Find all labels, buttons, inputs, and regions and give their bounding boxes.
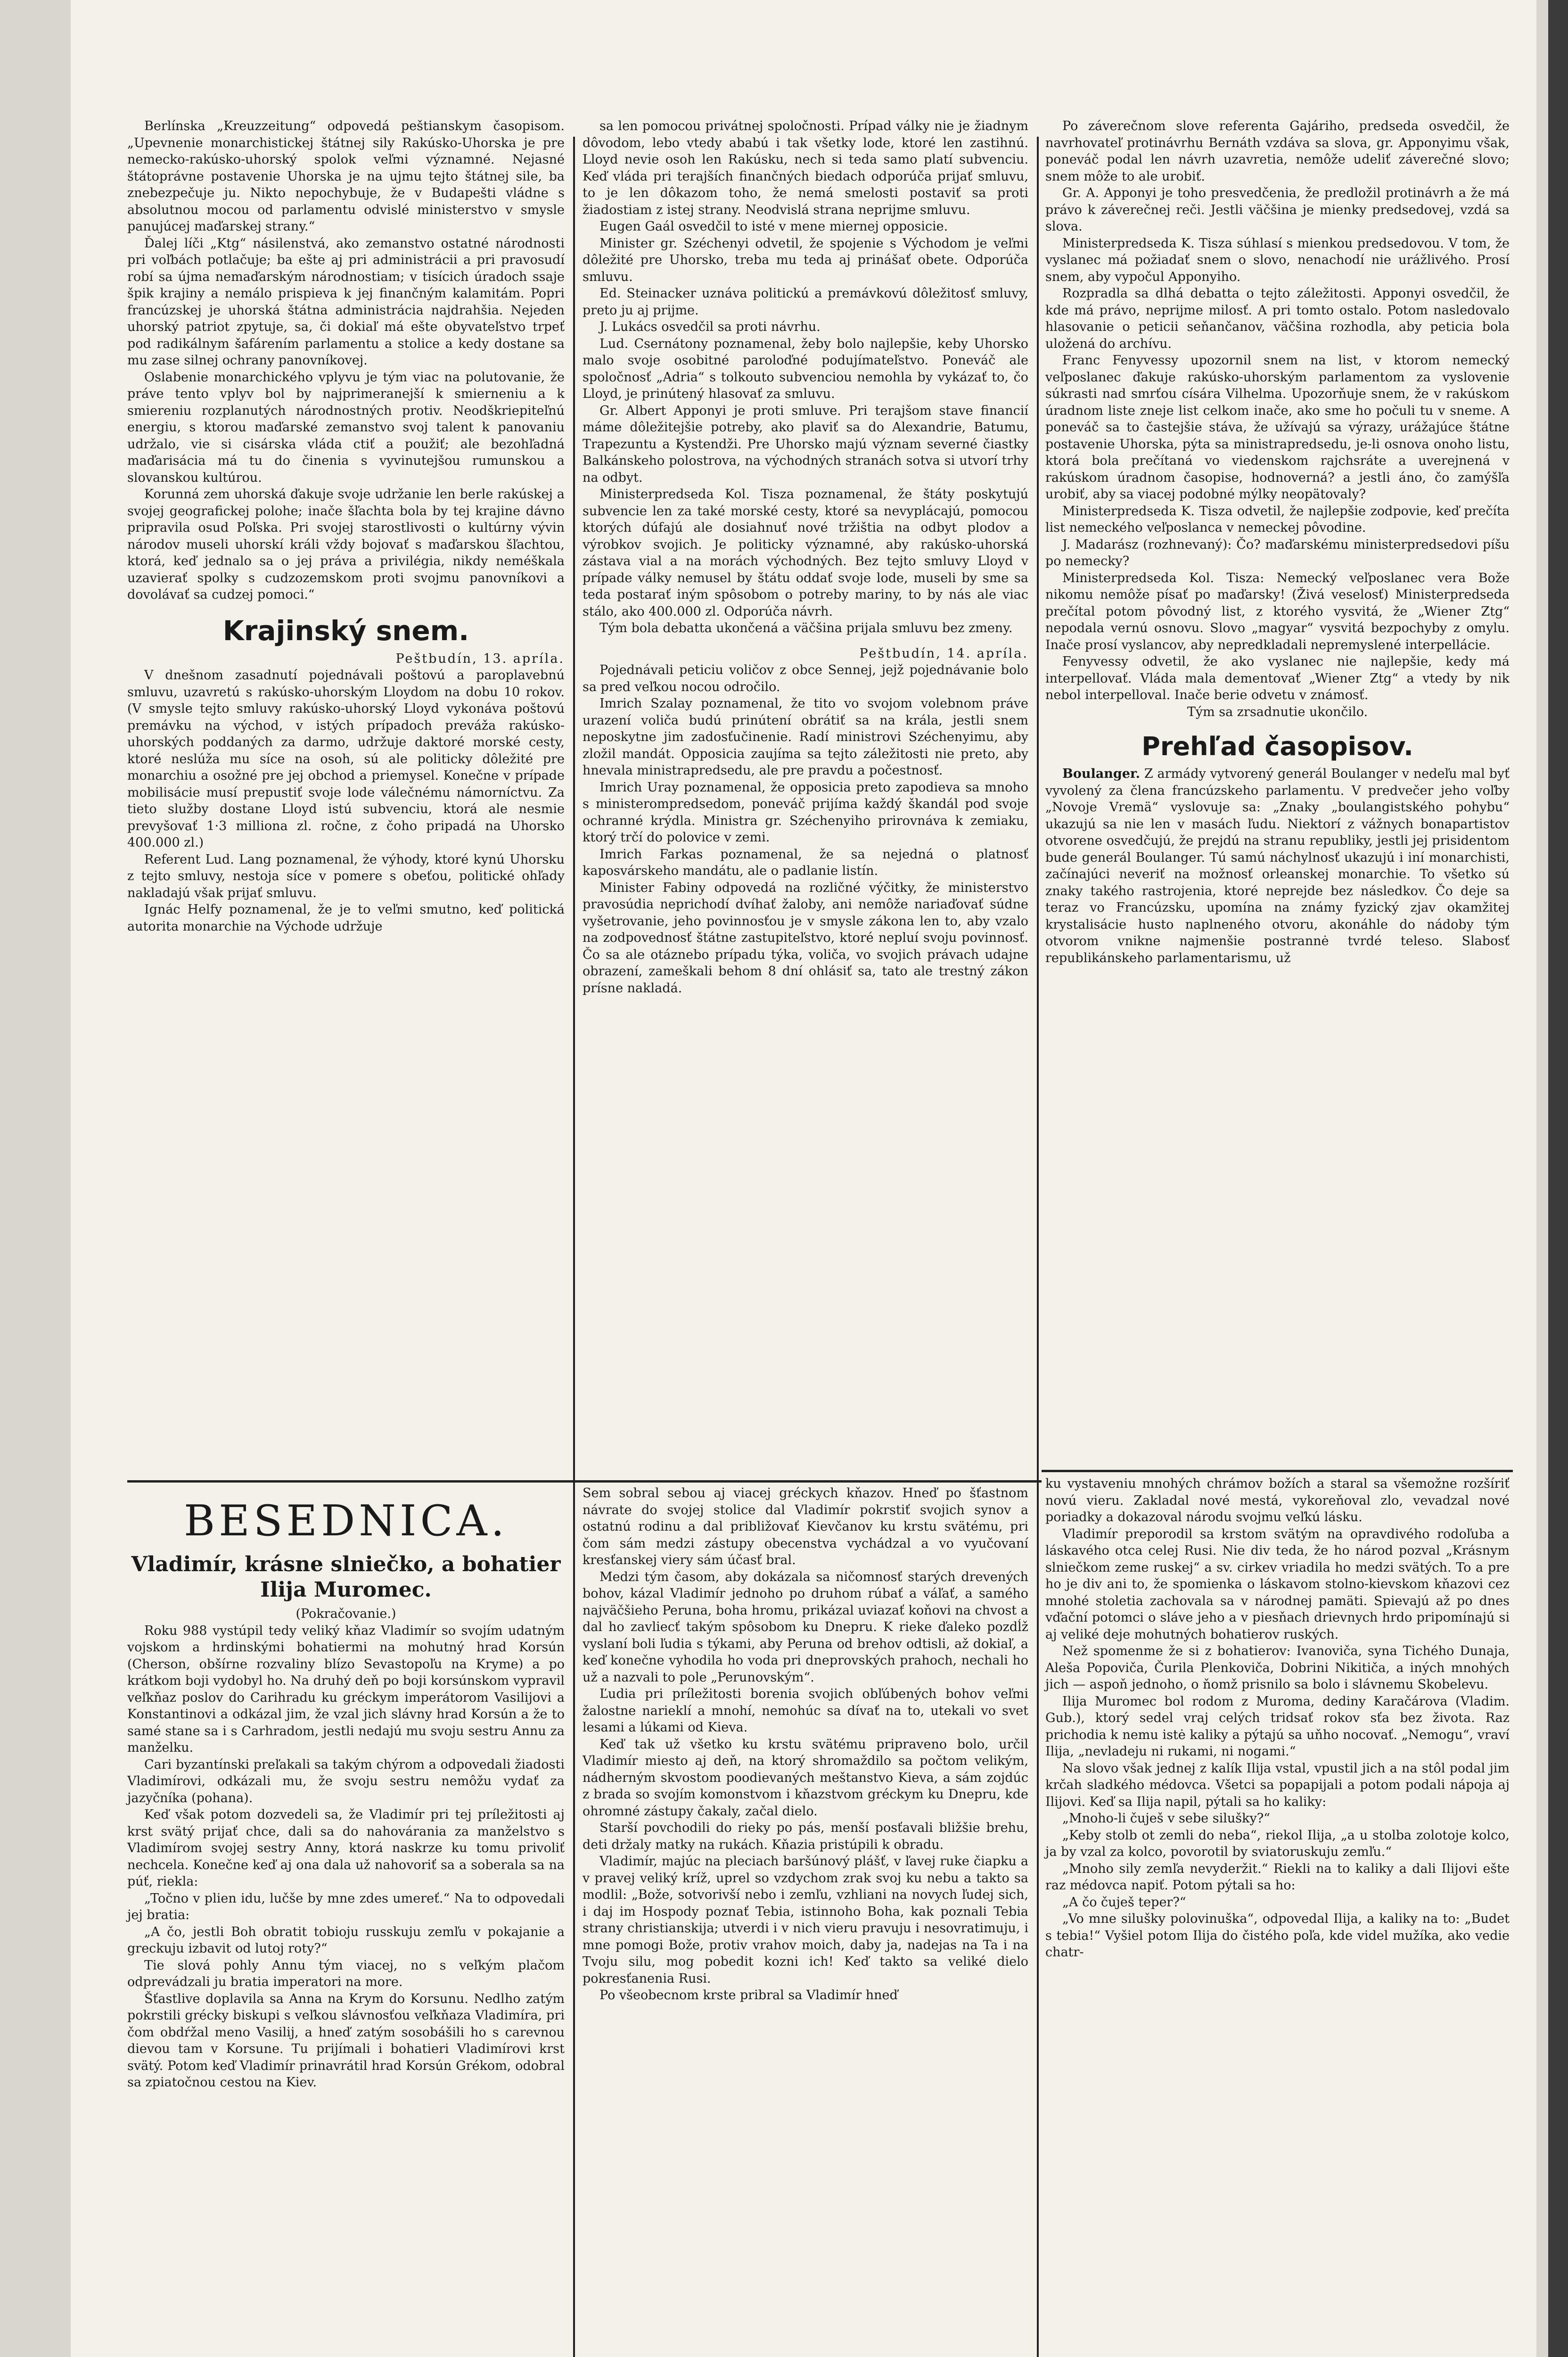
article-paragraph: Tým bola debatta ukončená a väčšina prijala smluvu bez zmeny.	[599, 621, 1013, 635]
column-3-top	[1045, 118, 1510, 966]
besednica-column-1	[127, 1485, 565, 2091]
article-paragraph: Imrich Uray poznamenal, že opposicia preto zapodieva sa mnoho s ministerompredsedom, poneváč prijíma každý škandál pod svoje ochranné krýdla. Ministra gr. Széchenyiho prirovnáva k zemiaku, ktorý trčí do polovice v zemi.	[583, 780, 1028, 845]
column-2-top	[583, 118, 1028, 997]
story-paragraph: Cari byzantínski preľakali sa takým chýrom a odpovedali žiadosti Vladimírovi, odkázali mu, že svoju sestru nemôžu vydať za jazyčníka (pohana).	[127, 1757, 565, 1805]
story-paragraph: Starší povchodili do rieky po pás, menší posťavali bližšie brehu, deti držaly matky na rukách. Kňazia pristúpili k obradu.	[583, 1821, 1028, 1852]
story-paragraph: Vladimír preporodil sa krstom svätým na opravdivého rodoľuba a láskavého otca celej Rusi. Nie div teda, že ho národ pozval „Krásnym slniečkom zeme ruskej“ a sv. cirkev vriadila ho medzi svätých. To a pre ho je div ani to, že spomienka o láskavom stolno-kievskom kňazovi cez mnohé stoletia zachovala sa v národnej pamäti. Spievajú až po dnes vďační potomci o sláve jeho a v piesňach drievnych hrdo pripomínajú si aj veliké deje mohutných bohatierov ruských.	[1045, 1526, 1510, 1642]
story-paragraph: „Keby stolb ot zemli do neba“, riekol Ilija, „a u stolba zolotoje kolco, ja by vzal za kolco, povorotil by sviatoruskuju zemľu.“	[1045, 1828, 1510, 1859]
story-paragraph: Po všeobecnom krste pribral sa Vladimír hneď	[599, 1988, 898, 2003]
feuilleton-subtitle: (Pokračovanie.)	[296, 1607, 396, 1621]
column3-separator-rule	[1042, 1470, 1513, 1472]
article-paragraph: Korunná zem uhorská ďakuje svoje udržanie len berle rakúskej a svojej geografickej polohe; inače šľachta bola by tej krajine dávno pripravila osud Poľska. Pri svojej starostlivosti o kultúrny vývin národov museli uhorskí králi vždy bojovať s maďarskou šľachtou, ktorá, keď jednalo sa o jej práva a privilégia, nikdy neméškala uzavierať spolky s cudzozemskom proti svojmu panovníkovi a dovolávať sa cudzej pomoci.“	[127, 487, 565, 602]
story-paragraph: Na slovo však jednej z kalík Ilija vstal, vpustil jich a na stôl podal jim krčah sladkého médovca. Všetci sa popapijali a potom podali nápoja aj Ilijovi. Keď sa Ilija napil, pýtali sa ho kaliky:	[1045, 1761, 1510, 1809]
column-rule-1	[573, 137, 575, 2357]
dateline: Peštbudín, 13. apríla.	[395, 651, 565, 666]
besednica-separator-rule	[127, 1480, 1042, 1483]
story-paragraph: Medzi tým časom, aby dokázala sa ničomnosť starých drevených bohov, kázal Vladimír jednoho po druhom rúbať a váľať, a samého najväčšieho Peruna, boha hromu, prikázal uviazať koňovi na chvost a dal ho zavliecť takým spôsobom ku Dnepru. K rieke ďaleko pozdĺž vyslaní boli ľudia s týkami, aby Peruna od brehov odtisli, až dokiaľ, a keď konečne vyhodila ho voda pri dneprovských prahoch, nechali ho už a nazvali to pole „Perunovským“.	[583, 1569, 1028, 1685]
lead-word: Boulanger.	[1062, 766, 1141, 781]
article-paragraph: V dnešnom zasadnutí pojednávali poštovú a paroplavebnú smluvu, uzavretú s rakúsko-uhorským Lloydom na dobu 10 rokov. (V smysle tejto smluvy rakúsko-uhorský Lloyd vykonáva poštovú premávku na východ, v istých prípadoch preváža rakúsko-uhorských poddaných za darmo, udržuje daktoré morské cesty, ktoré neslúža mu síce na osoh, sú ale politicky dôležité pre monarchiu a osožné pre jej obchod a priemysel. Konečne v prípade mobilisácie musí prepustiť svoje lode válečnému námorníctvu. Za tieto služby dostane Lloyd istú subvenciu, ktorá ale nesmie prevyšovať 1·3 milliona zl. ročne, z čoho pripadá na Uhorsko 400.000 zl.)	[127, 668, 565, 850]
story-paragraph: „Mnoho sily zemľa nevyderžit.“ Riekli na to kaliky a dali Ilijovi ešte raz médovca napiť. Potom pýtali sa ho:	[1045, 1861, 1510, 1893]
story-paragraph: Sem sobral sebou aj viacej gréckych kňazov. Hneď po šťastnom návrate do svojej stolice dal Vladimír pokrstiť svojich synov a ostatnú rodinu a dal približovať Kievčanov ku krstu svätému, pri čom sám medzi zástupy obecenstva vychádzal a vo vyučovaní kresťanskej viery sám účasť bral.	[583, 1486, 1028, 1567]
article-paragraph: Ministerpredseda Kol. Tisza poznamenal, že štáty poskytujú subvencie len za také morské cesty, ktoré sa nevyplácajú, pomocou ktorých dúfajú ale dosiahnuť nové tržištia na odbyt plodov a výrobkov svojich. Je politicky významné, aby rakúsko-uhorská zástava vial a na morách východných. Bez tejto smluvy Lloyd v prípade války nemusel by štátu oddať svoje lode, museli by sme sa teda postarať iným spôsobom o potreby mariny, to by nás ale viac stálo, ako 400.000 zl. Odporúča návrh.	[583, 487, 1028, 619]
story-paragraph: ku vystaveniu mnohých chrámov božích a staral sa všemožne rozšíriť novú vieru. Zakladal nové mestá, vykoreňoval zlo, vevadzal nové poriadky a dokazoval národu svojmu veľkú lásku.	[1045, 1476, 1510, 1525]
article-paragraph: Minister gr. Széchenyi odvetil, že spojenie s Východom je veľmi dôležité pre Uhorsko, treba mu teda aj prinášať obete. Odporúča smluvu.	[583, 236, 1028, 284]
article-paragraph: Lud. Csernátony poznamenal, žeby bolo najlepšie, keby Uhorsko malo svoje osobitné paroloďné podujímateľstvo. Poneváč ale spoločnosť „Adria“ s tolkouto subvenciou nemohla by vykázať to, čo Lloyd, je prinútený hlasovať za smluvu.	[583, 336, 1028, 401]
story-paragraph: Keď tak už všetko ku krstu svätému pripraveno bolo, určil Vladimír miesto aj deň, na ktorý shromaždilo sa počtom velikým, nádherným skvostom poodievaných meštanstvo Kieva, a sám zojdúc z brada so svojím komonstvom i kňazstvom gréckym ku Dnepru, kde ohromné zástupy čakaly, začal dielo.	[583, 1737, 1028, 1819]
story-paragraph: Keď však potom dozvedeli sa, že Vladimír pri tej príležitosti aj krst svätý prijať chce, dali sa do nahovárania za manželstvo s Vladimírom svojej sestry Anny, ktorá naskrze ku tomu privoliť nechcela. Konečne keď aj ona dala už nahovoriť sa a soberala sa na púť, riekla:	[127, 1807, 565, 1889]
article-paragraph: Ministerpredseda K. Tisza odvetil, že najlepšie zodpovie, keď prečíta list nemeckého veľposlanca v nemeckej pôvodine.	[1045, 503, 1510, 535]
article-paragraph: Gr. A. Apponyi je toho presvedčenia, že predložil protinávrh a že má právo k záverečnej reči. Jestli väčšina je mienky predsedovej, vzdá sa slova.	[1045, 186, 1510, 234]
article-paragraph: Imrich Farkas poznamenal, že sa nejedná o platnosť kaposvárskeho mandátu, ale o padlanie listín.	[583, 847, 1028, 878]
article-paragraph: Ministerpredseda Kol. Tisza: Nemecký veľposlanec vera Bože nikomu nemôže písať po maďarsky! (Živá veselosť) Ministerpredseda prečítal potom pôvodný list, z ktorého vysvitá, že „Wiener Ztg“ nepodala vernú osnovu. Slovo „magyar“ vysvitá bezpochyby z omylu. Inače prosí vyslancov, aby nepredkladali nepremyslené interpellácie.	[1045, 570, 1510, 652]
article-paragraph: Eugen Gaál osvedčil to isté v mene miernej opposicie.	[599, 219, 948, 234]
story-paragraph: Šťastlive doplavila sa Anna na Krym do Korsunu. Nedlho zatým pokrstili grécky biskupi s veľkou slávnosťou veľkňaza Vladimíra, pri čom obdŕžal meno Vasilij, a hneď zatým sosobášili ho s carevnou dievou tam v Korsune. Tu prijímali i bohatieri Vladimírovi krst svätý. Potom keď Vladimír prinavrátil hrad Korsún Grékom, odobral sa zpiatočnou cestou na Kiev.	[127, 1991, 565, 2090]
story-paragraph: Ilija Muromec bol rodom z Muroma, dediny Karačárova (Vladim. Gub.), ktorý sedel vraj celých tridsať rokov sťa bez života. Raz prichodia k nemu istė kaliky a pýtajú sa uňho nocovať. „Nemogu“, vraví Ilija, „nevladeju ni rukami, ni nogami.“	[1045, 1694, 1510, 1759]
section-heading-krajinsky-snem: Krajinský snem.	[222, 614, 469, 647]
article-paragraph: Fenyvessy odvetil, že ako vyslanec nie najlepšie, kedy má interpellovať. Vláda mala dementovať „Wiener Ztg“ a vtedy by nik nebol interpelloval. Inače berie odvetu v známosť.	[1045, 654, 1510, 702]
article-paragraph: Po záverečnom slove referenta Gajáriho, predseda osvedčil, že navrhovateľ protinávrhu Bernáth vzdáva sa slova, gr. Apponyimu však, poneváč podal len návrh uzavretia, nemôže udeliť záverečné slovo; snem môže to ale urobiť.	[1045, 119, 1510, 184]
feuilleton-title: Vladimír, krásne slniečko, a bohatier Ilija Muromec.	[131, 1552, 561, 1602]
section-heading-besednica: BESEDNICA.	[183, 1496, 509, 1546]
story-paragraph: „Točno v plien idu, lučše by mne zdes umereť.“ Na to odpovedali jej bratia:	[127, 1891, 565, 1922]
article-paragraph: Franc Fenyvessy upozornil snem na list, v ktorom nemecký veľposlanec ďakuje rakúsko-uhorským parlamentom za vyslovenie súkrasti nad smrťou císára Vilhelma. Upozorňuje snem, že v rakúskom úradnom liste zneje list celkom inače, ako sme ho počuli tu v sneme. A poneváč sa to častejšie stáva, že užívajú sa výrazy, urážajúce štátne postavenie Uhorska, pýta sa ministrapredsedu, je-li osnova onoho listu, ktorá bola prečítaná vo viedenskom rajchsráte a uverejnená v rakúskom úradnom časopise, hodnoverná? a jestli áno, čo zamýšľa urobiť, aby sa viacej podobné mýlky neopätovaly?	[1045, 353, 1510, 502]
article-paragraph: Ed. Steinacker uznáva politickú a premávkovú dôležitosť smluvy, preto ju aj prijme.	[583, 286, 1028, 318]
article-paragraph: Ministerpredseda K. Tisza súhlasí s mienkou predsedovou. V tom, že vyslanec má požiadať snem o slovo, nenachodí nie urážlivého. Prosí snem, aby vypočul Apponyiho.	[1045, 236, 1510, 284]
article-paragraph: Pojednávali peticiu voličov z obce Sennej, jejž pojednávanie bolo sa pred veľkou nocou odročilo.	[583, 663, 1028, 694]
article-paragraph: J. Madarász (rozhnevaný): Čo? maďarskému ministerpredsedovi píšu po nemecky?	[1045, 537, 1510, 569]
article-paragraph	[1045, 766, 1510, 966]
article-paragraph: Ignác Helfy poznamenal, že je to veľmi smutno, keď politická autorita monarchie na Východe udržuje	[127, 902, 565, 934]
article-paragraph: Berlínska „Kreuzzeitung“ odpovedá peštianskym časopisom. „Upevnenie monarchistickej štátnej sily Rakúsko-Uhorska je pre nemecko-rakúsko-uhorský spolok veľmi významné. Nejasné štátoprávne postavenie Uhorska je na ujmu tejto štátnej sile, ba znebezpečuje ju. Nikto nepochybuje, že v Budapešti vládne s absolutnou mocou od parlamentu odvislé ministerstvo v smysle panujúcej maďarskej strany.“	[127, 119, 565, 234]
besednica-column-3	[1045, 1475, 1510, 1961]
column-1-top	[127, 118, 565, 935]
column-rule-2	[1037, 137, 1039, 2357]
article-paragraph-text: Z armády vytvorený generál Boulanger v nedeľu mal byť vyvolený za člena francúzskeho parlamentu. V predvečer jeho voľby „Novoje Vremä“ vyslovuje sa: „Znaky „boulangistského pohybu“ ukazujú sa nie len v masách ľudu. Niektorí z vážnych bonapartistov otvorene osvedčujú, že prejdú na stranu republiky, jestli jej prisidentom bude generál Boulanger. Tú samú náchylnosť ukazujú i iní monarchisti, začínajúci neveriť na možnosť orleanskej monarchie. To všetko sú znaky takého rastrojenia, ktoré neprejde bez následkov. Čo deje sa teraz vo Francúzsku, upomína na známy fyzický zjav okamžitej krystalisácie husto naplneného otvoru, akonáhle do nádoby tým otvorom vnikne najmenšie postrannė tvrdé teleso. Slabosť republikánskeho parlamentarismu, už	[1045, 766, 1510, 965]
article-paragraph: Gr. Albert Apponyi je proti smluve. Pri terajšom stave financií máme dôležitejšie potreby, ako plaviť sa do Alexandrie, Batumu, Trapezuntu a Kystendži. Pre Uhorsko majú význam severné čiastky Balkánskeho polostrova, na východných stranách sotva si utvorí trhy na odbyt.	[583, 403, 1028, 485]
besednica-column-2	[583, 1485, 1028, 2004]
article-paragraph: Imrich Szalay poznamenal, že tito vo svojom volebnom práve urazení voliča budú prinútení obrátiť sa na krála, jestli snem neposkytne jim zadosťučinenie. Radí ministrovi Széchenyimu, aby zložil mandát. Opposicia zaujíma sa tejto záležitosti nie preto, aby hnevala ministrapredsedu, ale pre pravdu a počestnosť.	[583, 696, 1028, 778]
section-heading-prehlad-casopisov: Prehľad časopisov.	[1141, 732, 1413, 761]
story-paragraph: Roku 988 vystúpil tedy veliký kňaz Vladimír so svojím udatným vojskom a hrdinskými bohatiermi na mohutný hrad Korsún (Cherson, obšírne rozvaliny blízo Sevastopoľu na Kryme) a po krátkom boji vydobyl ho. Na druhý deň po boji korsúnskom vypravil veľkňaz poslov do Carihradu ku gréckym imperátorom Vasilijovi a Konstantinovi a odkázal jim, že vzal jich slávny hrad Korsún a že to samé stane sa i s Carhradom, jestli nedajú mu svoju sestru Annu za manželku.	[127, 1623, 565, 1755]
story-paragraph: „A čo, jestli Boh obratit tobioju russkuju zemľu v pokajanie a greckuju izbavit od lutoj roty?“	[127, 1924, 565, 1956]
story-paragraph: Ľudia pri príležitosti borenia svojich obľúbených bohov veľmi žalostne narieklí a mnohí, nemohúc sa dívať na to, utekali vo svet lesami a lúkami od Kieva.	[583, 1687, 1028, 1735]
article-paragraph: Ďalej líči „Ktg“ násilenstvá, ako zemanstvo ostatné národnosti pri voľbách potlačuje; ba ešte aj pri administrácii a pri pravosudí robí sa újma nemaďarským národnostiam; v tisícich úradoch ssaje špik krajiny a nemálo prispieva k jej finančným kalamitám. Popri francúzskej je uhorská štátna administrácia najdrahšia. Nejeden uhorský patriot zpytuje, sa, či dokiaľ má ešte obyvateľstvo trpeť pod radikálnym šafárením parlamentu a stolice a kedy dostane sa mu zase silnej ochrany panovníkovej.	[127, 236, 565, 368]
article-paragraph: J. Lukács osvedčil sa proti návrhu.	[599, 320, 821, 334]
story-paragraph: Než spomenme že si z bohatierov: Ivanoviča, syna Tichého Dunaja, Aleša Popoviča, Čurila Plenkoviča, Dobrini Nikitiča, a iných mnohých jich — aspoň jednoho, o ňomž prisnilo sa bolo i slávnemu Skobelevu.	[1045, 1644, 1510, 1692]
story-paragraph: „A čo čuješ teper?“	[1062, 1895, 1186, 1910]
story-paragraph: Vladimír, majúc na pleciach baršúnový plášť, v ľavej ruke čiapku a v pravej veliký kríž, uprel so vzdychom zrak svoj ku nebu a takto sa modlil: „Bože, sotvorivší nebo i zemľu, vzhliani na novych ľudej sich, i daj im Hospody poznať Tebia, istinnoho Boha, kak poznali Tebia strany christianskija; utverdi i v nich vieru pravuju i nesovratimuju, i mne pomogi Bože, protiv vrahov moich, daby ja, nadejas na Ta i na Tvoju silu, mog pobedit kozni ich! Keď takto sa veliké dielo pokresťanenia Rusi.	[583, 1854, 1028, 1986]
article-paragraph: Minister Fabiny odpovedá na rozličné výčitky, že ministerstvo pravosúdia neprichodí dvíhať žaloby, ani nemôže nariaďovať súdne vyšetrovanie, jeho povinnosťou je v smysle zákona len to, aby vzalo na zodpovednosť štátne zastupiteľstvo, ktoré nepluí svoju povinnosť. Čo sa ale otáznebo prípadu týka, voliča, vo svojich právach udajne obrazení, zameškali behom 8 dní ohlásiť sa, tato ale trestný zákon prísne nakladá.	[583, 880, 1028, 996]
article-paragraph: sa len pomocou privátnej spoločnosti. Prípad války nie je žiadnym dôvodom, lebo vtedy ababú i tak všetky lode, ktoré len zastihnú. Lloyd nevie osoh len Rakúsku, nech si teda samo platí subvenciu. Keď vláda pri terajších finančných biedach odporúča prijať smluvu, to je len dôkazom toho, že nemá smelosti postaviť sa proti žiadostiam z istej strany. Neodvislá strana neprijme smluvu.	[583, 119, 1028, 217]
dateline: Peštbudín, 14. apríla.	[859, 646, 1028, 661]
article-paragraph: Tým sa zrsadnutie ukončilo.	[1187, 704, 1368, 719]
article-paragraph: Referent Lud. Lang poznamenal, že výhody, ktoré kynú Uhorsku z tejto smluvy, nestoja síce v pomere s obeťou, politické ohľady nakladajú však prijať smluvu.	[127, 852, 565, 900]
article-paragraph: Rozpradla sa dlhá debatta o tejto záležitosti. Apponyi osvedčil, že kde má právo, neprijme milosť. A pri tomto ostalo. Potom nasledovalo hlasovanie o peticii seňančanov, väčšina rozhodla, aby peticia bola uložená do archívu.	[1045, 286, 1510, 351]
story-paragraph: Tie slová pohly Annu tým viacej, no s veľkým plačom odprevádzali ju bratia imperatori na more.	[127, 1958, 565, 1989]
story-paragraph: „Vo mne silušky polovinuška“, odpovedal Ilija, a kaliky na to: „Budet s tebia!“ Vyšiel potom Ilija do čistého poľa, kde videl mužíka, ako vedie chatr-	[1045, 1912, 1510, 1960]
scan-edge-binding	[1548, 0, 1568, 2357]
story-paragraph: „Mnoho-li čuješ v sebe silušky?“	[1062, 1811, 1270, 1826]
article-paragraph: Oslabenie monarchického vplyvu je tým viac na polutovanie, že práve tento vplyv bol by najprimeranejší k smierneniu a k smiereniu rozplanutých národnostných protiv. Neodškriepiteľnú energiu, s ktorou maďarské zemanstvo svoj talent k panovaniu udržalo, vie si cisárska vláda ctiť a použiť; ale bezohľadná maďarisácia má tu do činenia s vyvinutejšou rumunskou a slovanskou kultúrou.	[127, 370, 565, 485]
